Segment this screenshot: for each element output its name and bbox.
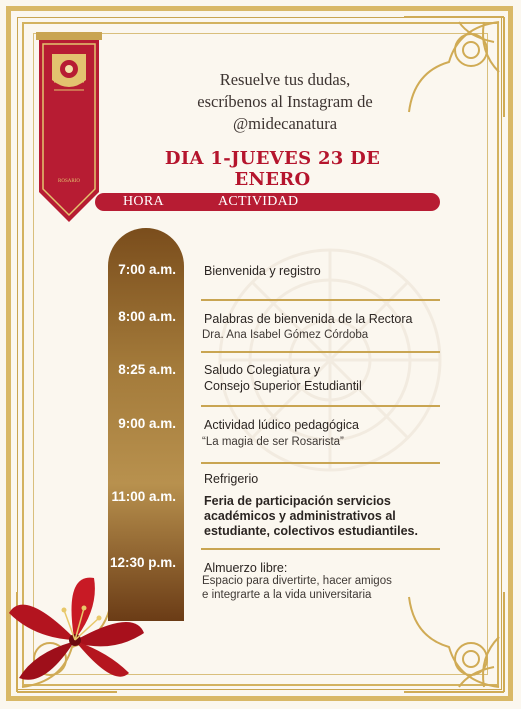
ornamental-corner-icon: [399, 12, 509, 122]
activity-detail: e integrarte a la vida universitaria: [202, 589, 372, 601]
activity-label: Saludo Colegiatura y: [204, 363, 321, 377]
time-label: 11:00 a.m.: [111, 489, 176, 504]
row-divider: [201, 299, 440, 301]
intro-line-1: Resuelve tus dudas,: [219, 70, 351, 89]
row-divider: [201, 351, 440, 353]
header-actividad: ACTIVIDAD: [218, 194, 299, 209]
ornamental-corner-icon: [399, 587, 509, 697]
row-divider: [201, 548, 440, 550]
time-label: 7:00 a.m.: [118, 262, 176, 277]
activity-detail: Dra. Ana Isabel Gómez Córdoba: [202, 329, 369, 341]
activity-detail: Espacio para divertirte, hacer amigos: [202, 575, 392, 587]
activity-label: Actividad lúdico pedagógica: [204, 418, 359, 432]
activity-label: Bienvenida y registro: [204, 264, 321, 278]
time-label: 8:00 a.m.: [118, 309, 176, 324]
instagram-intro: [155, 69, 415, 135]
lily-flower-icon: [4, 568, 149, 693]
instagram-handle: @midecanatura: [232, 114, 338, 133]
row-divider: [201, 462, 440, 464]
banner-crest-icon: [34, 32, 104, 227]
row-divider: [201, 405, 440, 407]
header-hora: HORA: [123, 194, 164, 209]
refreshment-label: Refrigerio: [204, 472, 259, 486]
time-label: 9:00 a.m.: [118, 416, 176, 431]
svg-text:ROSARIO: ROSARIO: [58, 179, 80, 184]
activity-label: académicos y administrativos al: [204, 509, 396, 523]
day-title: DIA 1-JUEVES 23 DE ENERO: [164, 148, 381, 190]
activity-label: Feria de participación servicios: [204, 494, 391, 508]
schedule-header-bar: [95, 193, 440, 211]
activity-label: Almuerzo libre:: [204, 561, 288, 575]
time-label: 12:30 p.m.: [109, 555, 176, 570]
activity-label: estudiante, colectivos estudiantiles.: [204, 524, 418, 538]
activity-label: Palabras de bienvenida de la Rectora: [204, 312, 413, 326]
time-label: 8:25 a.m.: [118, 362, 176, 377]
intro-line-2: escríbenos al Instagram de: [197, 92, 373, 111]
activity-detail: “La magia de ser Rosarista”: [202, 436, 344, 448]
activity-label: Consejo Superior Estudiantil: [204, 379, 362, 393]
